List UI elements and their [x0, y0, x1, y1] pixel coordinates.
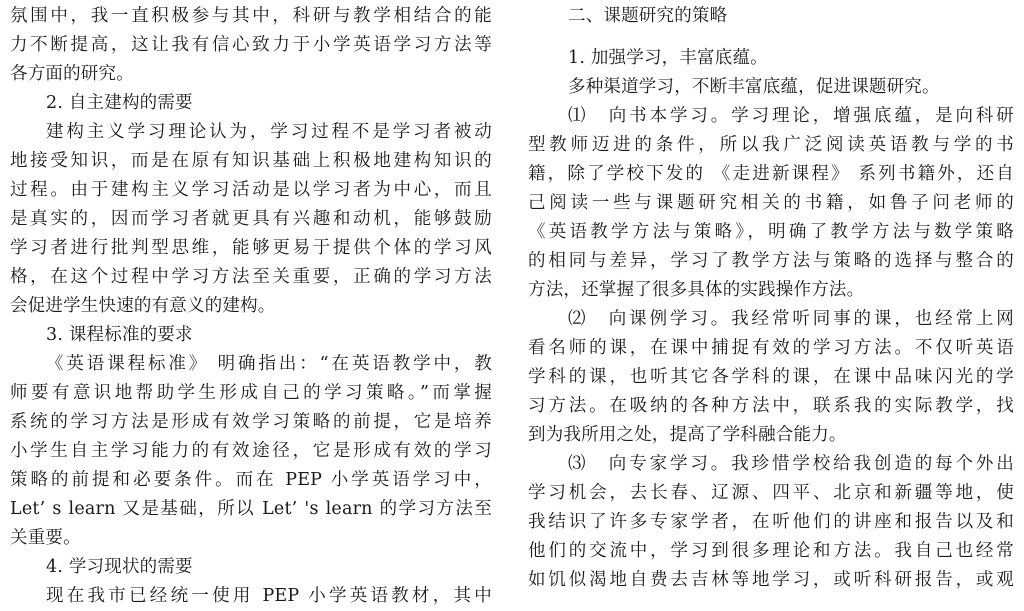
text-line: 到为我所用之处，提高了学科融合能力。	[528, 425, 847, 445]
text-line: 如饥似渴地自费去吉林等地学习，或听科研报告，或观	[528, 570, 1014, 590]
text-line: 《英语课程标准》 明确指出：“在英语教学中，教	[46, 354, 492, 374]
text-line: 格，在这个过程中学习方法至关重要，正确的学习方法	[10, 267, 492, 287]
text-line: 师要有意识地帮助学生形成自己的学习策略。”而掌握	[10, 383, 492, 403]
text-line: 方法，还掌握了很多具体的实践操作方法。	[528, 280, 865, 300]
text-line: ⑵ 向课例学习。我经常听同事的课，也经常上网	[568, 309, 1014, 329]
text-line: 己阅读一些与课题研究相关的书籍，如鲁子问老师的	[528, 193, 1014, 213]
text-line: 多种渠道学习，不断丰富底蕴，促进课题研究。	[568, 77, 940, 97]
text-line: 地接受知识，而是在原有知识基础上积极地建构知识的	[10, 151, 492, 171]
text-line: 籍，除了学校下发的 《走进新课程》 系列书籍外，还自	[528, 164, 1014, 184]
text-line: 我结识了许多专家学者，在听他们的讲座和报告以及和	[528, 512, 1014, 532]
text-line: 会促进学生快速的有意义的建构。	[10, 296, 276, 316]
text-line: 建构主义学习理论认为，学习过程不是学习者被动	[46, 122, 492, 142]
text-line: 他们的交流中，学习到很多理论和方法。我自己也经常	[528, 541, 1014, 561]
text-line: 学科的课，也听其它各学科的课，在课中品味闪光的学	[528, 367, 1014, 387]
section-heading: 二、课题研究的策略	[568, 6, 728, 26]
text-line: 习方法。在吸纳的各种方法中，联系我的实际教学，找	[528, 396, 1014, 416]
text-line: 各方面的研究。	[10, 64, 134, 84]
text-line: 系统的学习方法是形成有效学习策略的前提，它是培养	[10, 412, 492, 432]
text-line: 策略的前提和必要条件。而在 PEP 小学英语学习中，	[10, 470, 492, 490]
text-line: 是真实的，因而学习者就更具有兴趣和动机，能够鼓励	[10, 209, 492, 229]
text-line: 看名师的课，在课中捕捉有效的学习方法。不仅听英语	[528, 338, 1014, 358]
text-line: 型教师迈进的条件，所以我广泛阅读英语教与学的书	[528, 135, 1014, 155]
text-line: 关重要。	[10, 528, 81, 548]
section-heading: 4. 学习现状的需要	[46, 557, 193, 577]
text-line: 过程。由于建构主义学习活动是以学习者为中心，而且	[10, 180, 492, 200]
text-line: 学习机会，去长春、辽源、四平、北京和新疆等地，使	[528, 483, 1014, 503]
text-line: ⑴ 向书本学习。学习理论，增强底蕴，是向科研	[568, 106, 1014, 126]
text-line: 小学生自主学习能力的有效途径，它是形成有效的学习	[10, 441, 492, 461]
section-heading: 2. 自主建构的需要	[46, 93, 193, 113]
text-line: 力不断提高，这让我有信心致力于小学英语学习方法等	[10, 35, 492, 55]
section-heading: 1. 加强学习，丰富底蕴。	[568, 48, 768, 68]
text-line: 氛围中，我一直积极参与其中，科研与教学相结合的能	[10, 6, 492, 26]
text-line: 现在我市已经统一使用 PEP 小学英语教材，其中	[46, 586, 492, 606]
section-heading: 3. 课程标准的要求	[46, 325, 193, 345]
text-line: 《英语教学方法与策略》，明确了教学方法与数学策略	[528, 222, 1014, 242]
text-line: ⑶ 向专家学习。我珍惜学校给我创造的每个外出	[568, 454, 1014, 474]
text-line: Let’ s learn 又是基础，所以 Let’ 's learn 的学习方法至	[10, 499, 492, 519]
text-line: 的相同与差异，学习了教学方法与策略的选择与整合的	[528, 251, 1014, 271]
text-line: 学习者进行批判型思维，能够更易于提供个体的学习风	[10, 238, 492, 258]
